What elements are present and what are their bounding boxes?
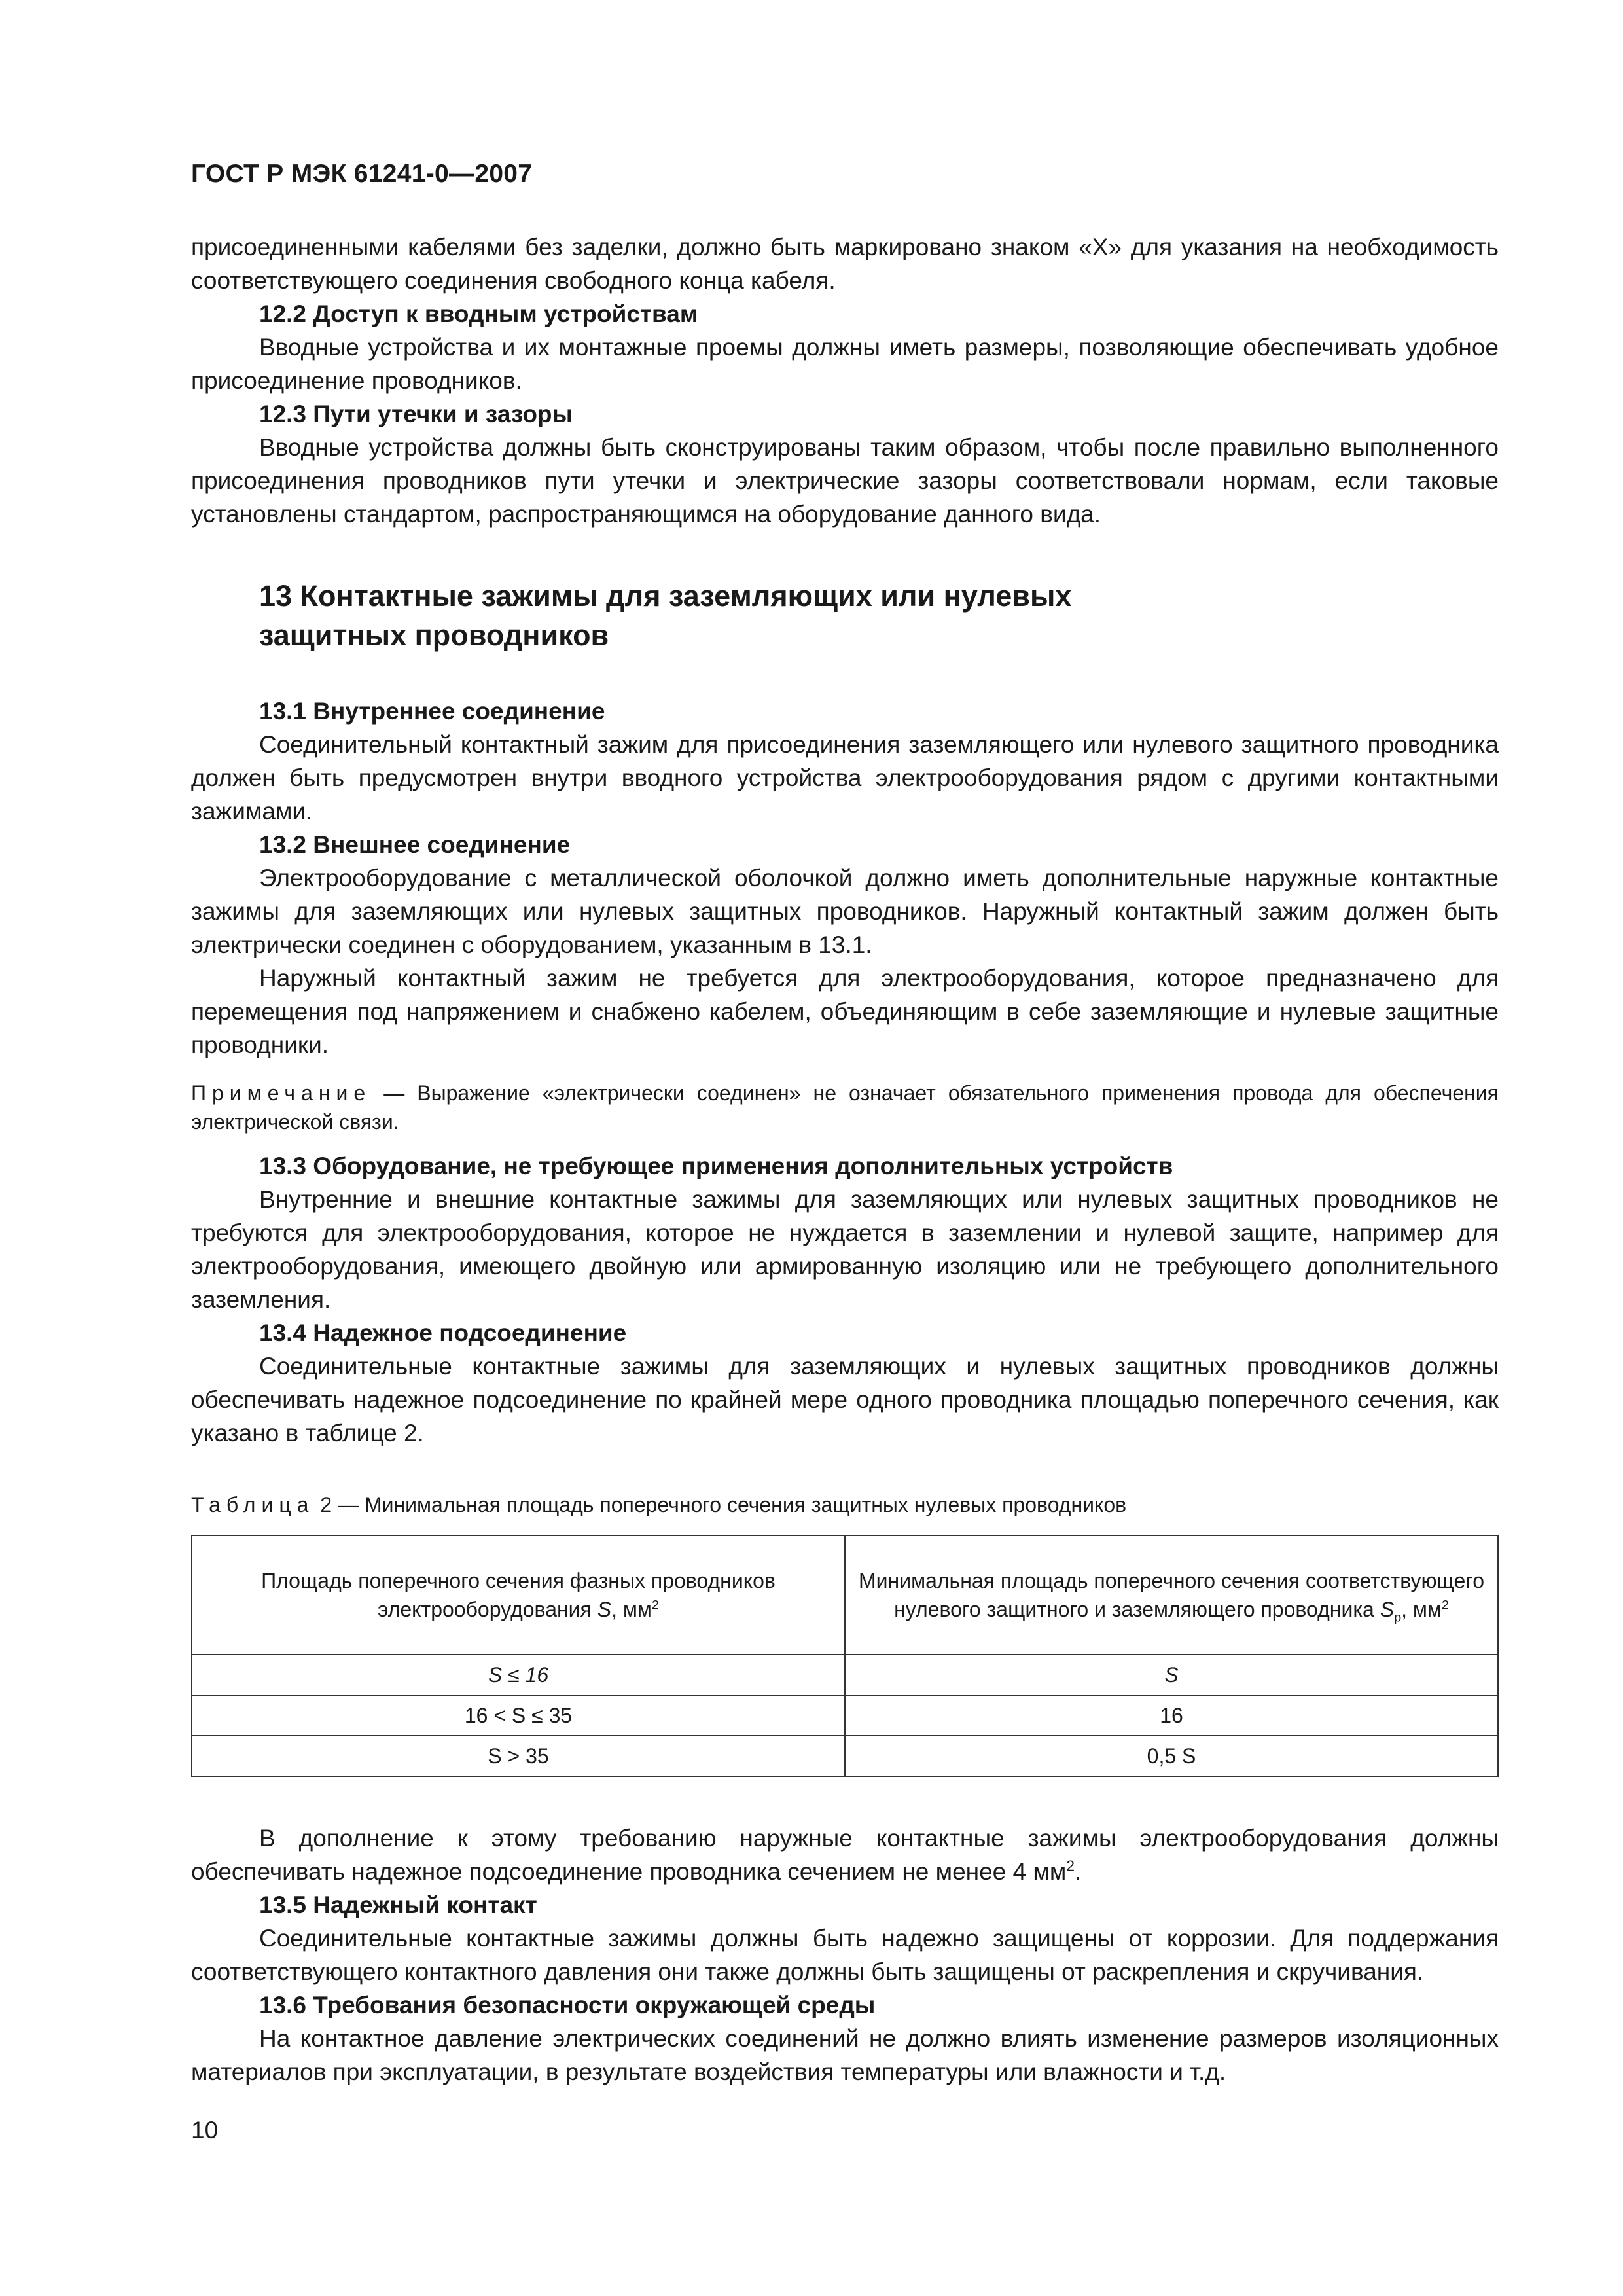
section-13-2-heading: 13.2 Внешнее соединение — [259, 831, 571, 858]
section-12-2-heading: 12.2 Доступ к вводным устройствам — [259, 300, 698, 327]
note — [191, 1079, 1499, 1136]
table-header-protective-var: S — [1380, 1598, 1395, 1621]
table-row — [192, 1736, 1498, 1776]
after-table-body: В дополнение к этому требованию наружные контактные зажимы электрооборудования должны обеспечивать надежное подсоединение проводника сечением не менее 4 мм — [191, 1825, 1499, 1885]
section-13-4-heading: 13.4 Надежное подсоединение — [259, 1319, 627, 1346]
section-13-heading — [259, 577, 1499, 655]
section-13-1-text: Соединительный контактный зажим для присоединения заземляющего или нулевого защитного проводника должен быть предусмотрен внутри вводного устройства электрооборудования рядом с другими контактными зажимами. — [191, 731, 1499, 825]
table-header-protective — [845, 1535, 1498, 1655]
section-13-2-text-2: Наружный контактный зажим не требуется для электрооборудования, которое предназначено для перемещения под напряжением и снабжено кабелем, объединяющим в себе заземляющие и нулевые защитные проводники. — [191, 965, 1499, 1058]
after-table-text — [191, 1821, 1499, 1888]
table-caption-text: 2 — Минимальная площадь поперечного сечения защитных нулевых проводников — [314, 1493, 1127, 1516]
cross-section-table — [191, 1535, 1499, 1777]
table-cell-protective: S — [845, 1655, 1498, 1695]
section-12-2-text: Вводные устройства и их монтажные проемы должны иметь размеры, позволяющие обеспечивать удобное присоединение проводников. — [191, 334, 1499, 394]
table-cell-protective: 0,5 S — [845, 1736, 1498, 1776]
document-header: ГОСТ Р МЭК 61241-0—2007 — [191, 160, 533, 188]
after-table-sup: 2 — [1066, 1857, 1075, 1874]
table-row — [192, 1695, 1498, 1736]
table-header-phase-text: Площадь поперечного сечения фазных проводников электрооборудования — [261, 1569, 776, 1621]
table-caption-label: Таблица — [191, 1493, 315, 1516]
table-header-phase-unit: , мм — [611, 1598, 652, 1621]
table-header-protective-sub: p — [1394, 1610, 1402, 1625]
table-header-phase-var: S — [597, 1598, 612, 1621]
section-13-6-heading: 13.6 Требования безопасности окружающей среды — [259, 1992, 876, 2018]
after-table-end: . — [1075, 1858, 1082, 1885]
table-header-protective-text: Минимальная площадь поперечного сечения соответствующего нулевого защитного и заземляющего проводника — [858, 1569, 1485, 1621]
section-13-2-text-1: Электрооборудование с металлической оболочкой должно иметь дополнительные наружные контактные зажимы для заземляющих или нулевых защитных проводников. Наружный контактный зажим должен быть электрически соединен с оборудованием, указанным в 13.1. — [191, 865, 1499, 958]
section-13-3-text: Внутренние и внешние контактные зажимы для заземляющих или нулевых защитных проводников не требуются для электрооборудования, которое не нуждается в заземлении и нулевой защите, например для электрооборудования, имеющего двойную или армированную изоляцию или не требующего дополнительного заземления. — [191, 1186, 1499, 1313]
table-cell-protective: 16 — [845, 1695, 1498, 1736]
page-number: 10 — [191, 2117, 219, 2144]
section-13-5-text: Соединительные контактные зажимы должны быть надежно защищены от коррозии. Для поддержания соответствующего контактного давления они также должны быть защищены от раскрепления и скручивания. — [191, 1925, 1499, 1985]
table-header-protective-unit: , мм — [1401, 1598, 1442, 1621]
table-row — [192, 1655, 1498, 1695]
continued-paragraph: присоединенными кабелями без заделки, должно быть маркировано знаком «X» для указания на необходимость соответствующего соединения свободного конца кабеля. — [191, 234, 1499, 294]
table-cell-phase: 16 < S ≤ 35 — [192, 1695, 845, 1736]
section-13-heading-line2: защитных проводников — [259, 619, 609, 652]
section-13-3-heading: 13.3 Оборудование, не требующее применения дополнительных устройств — [259, 1153, 1173, 1179]
table-header-phase-sup: 2 — [651, 1598, 659, 1613]
section-13-1-heading: 13.1 Внутреннее соединение — [259, 698, 605, 725]
section-13-4-text: Соединительные контактные зажимы для заземляющих и нулевых защитных проводников должны обеспечивать надежное подсоединение по крайней мере одного проводника площадью поперечного сечения, как указано в таблице 2. — [191, 1353, 1499, 1446]
section-12-3-heading: 12.3 Пути утечки и зазоры — [259, 401, 573, 427]
table-header-phase — [192, 1535, 845, 1655]
section-12-3-text: Вводные устройства должны быть сконструированы таким образом, чтобы после правильно выполненного присоединения проводников пути утечки и электрические зазоры соответствовали нормам, если таковые установлены стандартом, распространяющимся на оборудование данного вида. — [191, 434, 1499, 528]
table-header-protective-sup: 2 — [1441, 1598, 1449, 1613]
note-text: — Выражение «электрически соединен» не означает обязательного применения провода для обеспечения электрической связи. — [191, 1081, 1499, 1134]
section-13-heading-line1: 13 Контактные зажимы для заземляющих или нулевых — [259, 579, 1072, 613]
table-cell-phase: S ≤ 16 — [192, 1655, 845, 1695]
note-label: Примечание — [191, 1081, 372, 1105]
section-13-6-text: На контактное давление электрических соединений не должно влиять изменение размеров изоляционных материалов при эксплуатации, в результате воздействия температуры или влажности и т.д. — [191, 2025, 1499, 2085]
section-13-5-heading: 13.5 Надежный контакт — [259, 1892, 537, 1918]
table-cell-phase: S > 35 — [192, 1736, 845, 1776]
table-caption — [191, 1490, 1499, 1519]
page-content — [191, 230, 1499, 2089]
table-header-row — [192, 1535, 1498, 1655]
